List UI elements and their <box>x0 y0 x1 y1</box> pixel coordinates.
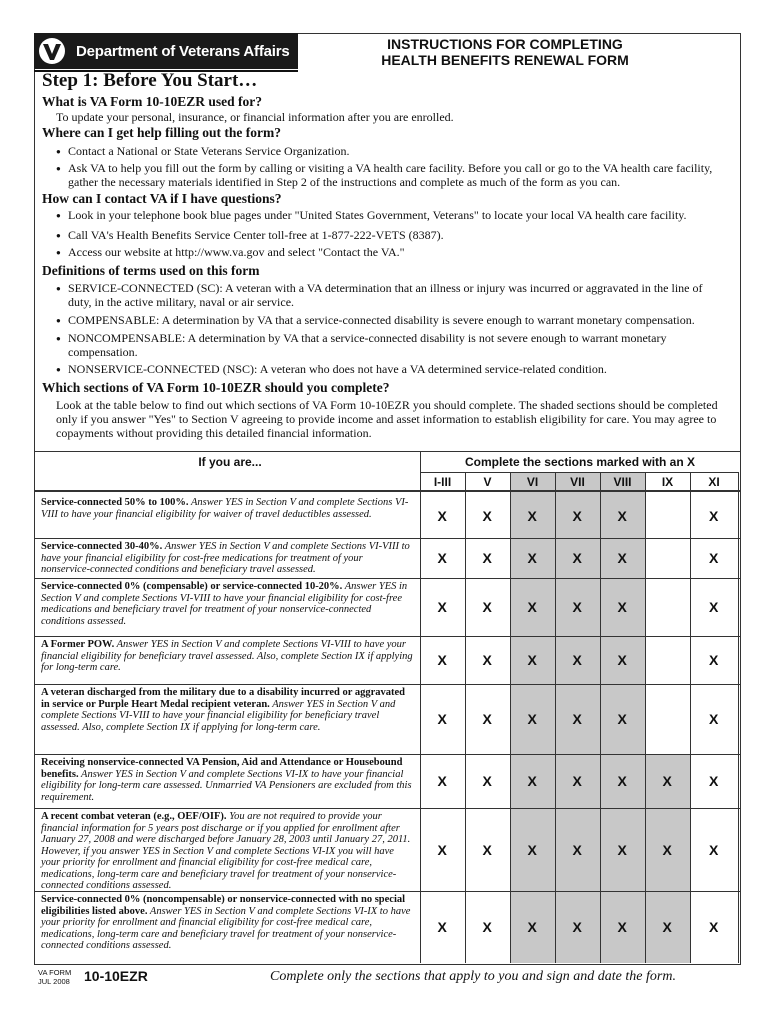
column-header: VII <box>570 475 585 489</box>
x-mark: X <box>617 550 627 566</box>
x-mark: X <box>482 919 492 935</box>
x-mark: X <box>527 508 537 524</box>
table-row-label <box>41 639 413 674</box>
column-rule <box>645 472 646 963</box>
q2-bullet: ● Ask VA to help you fill out the form by calling or visiting a VA health care facility. Before you call or go to the VA health care facility, gather the necessary materials identified in Step 2 of the instructions and complete as much of the form as you can. <box>56 161 730 189</box>
form-number: 10-10EZR <box>84 968 148 984</box>
x-mark: X <box>709 711 719 727</box>
row-label-bold: A recent combat veteran (e.g., OEF/OIF). <box>41 811 227 822</box>
x-mark: X <box>482 711 492 727</box>
q4-heading: Definitions of terms used on this form <box>42 263 260 278</box>
row-label-instructions: Answer YES in Section V and complete Sections VI-VIII to have your financial eligibility for beneficiary travel assessed. Also, complete Section IX if applying for long-term care. <box>41 698 396 733</box>
column-header: I-III <box>433 475 452 489</box>
va-logo-icon <box>34 33 70 69</box>
x-mark: X <box>527 773 537 789</box>
x-mark: X <box>527 919 537 935</box>
column-header: V <box>483 475 492 489</box>
x-mark: X <box>662 841 672 858</box>
x-mark: X <box>437 508 447 524</box>
q3-bullet: ● Call VA's Health Benefits Service Center toll-free at 1-877-222-VETS (8387). <box>56 228 728 242</box>
x-mark: X <box>617 652 627 668</box>
x-mark: X <box>572 773 582 789</box>
column-rule <box>738 472 739 963</box>
row-rule <box>34 808 740 809</box>
complete-sections-header: Complete the sections marked with an X <box>464 455 696 469</box>
x-mark: X <box>527 652 537 668</box>
if-you-are-header: If you are... <box>198 455 262 469</box>
x-mark: X <box>572 841 582 858</box>
table-row-label <box>41 581 413 627</box>
x-mark: X <box>437 711 447 727</box>
x-mark: X <box>617 599 627 615</box>
row-label-instructions: Answer YES in Section V and complete Sections VI-IX to have your financial eligibility for long-term care assessed. Unmarried VA Pensioners are excluded from this requirement. <box>41 768 412 803</box>
x-mark: X <box>437 773 447 789</box>
q2-heading: Where can I get help filling out the form? <box>42 125 281 140</box>
x-mark: X <box>617 773 627 789</box>
x-mark: X <box>662 919 672 935</box>
q3-bullet: ● Access our website at http://www.va.gov and select "Contact the VA." <box>56 245 728 259</box>
x-mark: X <box>662 773 672 789</box>
table-row-label <box>41 687 413 733</box>
q1-heading: What is VA Form 10-10EZR used for? <box>42 94 263 109</box>
x-mark: X <box>482 652 492 668</box>
table-row-label <box>41 541 413 576</box>
x-mark: X <box>709 841 719 858</box>
table-row-label <box>41 497 413 520</box>
row-rule <box>34 538 740 539</box>
x-mark: X <box>482 841 492 858</box>
column-header: IX <box>661 475 674 489</box>
form-title <box>360 36 650 68</box>
x-mark: X <box>709 919 719 935</box>
x-mark: X <box>437 652 447 668</box>
x-mark: X <box>527 599 537 615</box>
q4-bullet: ● NONCOMPENSABLE: A determination by VA that a service-connected disability is not severe enough to warrant monetary compensation. <box>56 331 720 359</box>
x-mark: X <box>617 508 627 524</box>
x-mark: X <box>482 599 492 615</box>
q4-bullet: ● COMPENSABLE: A determination by VA that a service-connected disability is severe enough to warrant monetary compensation. <box>56 313 738 327</box>
va-header-bar <box>34 33 298 69</box>
x-mark: X <box>709 550 719 566</box>
department-name: Department of Veterans Affairs <box>76 42 290 60</box>
row-rule <box>34 578 740 579</box>
q5-heading: Which sections of VA Form 10-10EZR should you complete? <box>42 380 390 395</box>
row-label-bold: Service-connected 0% (compensable) or service-connected 10-20%. <box>41 581 343 592</box>
column-rule <box>690 472 691 963</box>
row-rule <box>34 754 740 755</box>
row-label-bold: A Former POW. <box>41 639 115 650</box>
row-label-bold: Service-connected 50% to 100%. <box>41 497 189 508</box>
row-label-instructions: Answer YES in Section V and complete Sections VI-VIII to have your financial eligibility for beneficiary travel assessed. Also, complete Section IX if applying for long-term care. <box>41 639 413 673</box>
row-label-bold: Service-connected 0% (noncompensable) or nonservice-connected with no special eligibilities listed above. <box>41 894 406 917</box>
x-mark: X <box>572 652 582 668</box>
row-rule <box>34 684 740 685</box>
x-mark: X <box>482 773 492 789</box>
q3-bullet: ● Look in your telephone book blue pages under "United States Government, Veterans" to locate your local VA health care facility. <box>56 208 738 222</box>
x-mark: X <box>482 508 492 524</box>
x-mark: X <box>527 550 537 566</box>
table-row-label <box>41 894 413 952</box>
x-mark: X <box>709 652 719 668</box>
x-mark: X <box>437 599 447 615</box>
form-title-line2: HEALTH BENEFITS RENEWAL FORM <box>381 52 629 68</box>
column-rule <box>420 451 421 963</box>
table-row-label <box>41 757 413 803</box>
column-header: VIII <box>613 475 632 489</box>
x-mark: X <box>709 508 719 524</box>
row-label-bold: Receiving nonservice-connected VA Pension, Aid and Attendance or Housebound benefits. <box>41 757 403 780</box>
column-rule <box>600 472 601 963</box>
unshaded-cell <box>646 473 690 754</box>
x-mark: X <box>572 508 582 524</box>
form-date: JUL 2008 <box>38 977 70 986</box>
x-mark: X <box>709 773 719 789</box>
x-mark: X <box>572 919 582 935</box>
column-rule <box>555 472 556 963</box>
row-label-instructions: Answer YES in Section V and complete Sections VI-IX to have your priority for enrollment and financial eligibility for cost-free medical care, medications, long-term care and beneficiary travel for treatment of your nonservice-connected conditions assessed. <box>41 905 411 951</box>
form-label: VA FORM <box>38 968 72 977</box>
x-mark: X <box>527 841 537 858</box>
x-mark: X <box>709 599 719 615</box>
q4-bullet: ● SERVICE-CONNECTED (SC): A veteran with a VA determination that an illness or injury was incurred or aggravated in the line of duty, in the active military, naval or air service. <box>56 281 720 309</box>
x-mark: X <box>572 550 582 566</box>
row-label-instructions: Answer YES in Section V and complete Sections VI-VIII to have your financial eligibility for waiver of travel deductibles assessed. <box>41 497 409 520</box>
step-title: Step 1: Before You Start… <box>42 70 258 91</box>
column-header: XI <box>708 475 720 489</box>
footer-note: Complete only the sections that apply to you and sign and date the form. <box>270 969 676 984</box>
x-mark: X <box>527 711 537 727</box>
x-mark: X <box>437 919 447 935</box>
row-label-bold: A veteran discharged from the military due to a disability incurred or aggravated in service or Purple Heart Medal recipient veteran. <box>41 687 405 710</box>
header-bottom-rule <box>34 490 740 492</box>
row-label-bold: Service-connected 30-40%. <box>41 541 163 552</box>
x-mark: X <box>437 841 447 858</box>
x-mark: X <box>617 841 627 858</box>
column-rule <box>510 472 511 963</box>
q4-bullet: ● NONSERVICE-CONNECTED (NSC): A veteran who does not have a VA determined service-related condition. <box>56 362 728 376</box>
q1-text: To update your personal, insurance, or financial information after you are enrolled. <box>56 110 454 124</box>
q5-text: Look at the table below to find out which sections of VA Form 10-10EZR you should complete. The shaded sections should be completed only if you answer "Yes" to Section V agreeing to provide income and asset information to establish eligibility for care. You may agree to copayments without providing this detailed financial information. <box>56 398 718 440</box>
x-mark: X <box>482 550 492 566</box>
form-title-line1: INSTRUCTIONS FOR COMPLETING <box>387 36 623 52</box>
x-mark: X <box>617 711 627 727</box>
x-mark: X <box>572 599 582 615</box>
row-rule <box>34 636 740 637</box>
column-rule <box>465 472 466 963</box>
x-mark: X <box>572 711 582 727</box>
footer-form-label <box>38 968 71 986</box>
row-label-instructions: Answer YES in Section V and complete Sections VI-VIII to have your financial eligibility for cost-free medications for treatment of your nonservice-connected conditions and beneficiary travel assessed. <box>41 541 410 575</box>
row-label-instructions: You are not required to provide your financial information for 5 years post discharge or if you applied for enrollment after January 27, 2008 and were discharged before January 28, 2003 until January 27, 2011. However, if you answer YES in Section V and complete Sections VI-IX you will have your priority for enrollment and financial eligibility for cost-free medical care, medications, long-term care and beneficiary travel for treatment of your nonservice-connected conditions assessed. <box>41 811 411 891</box>
row-label-instructions: Answer YES in Section V and complete Sections VI-VIII to have your financial eligibility for cost-free medications and beneficiary travel for treatment of your nonservice-connected conditions assessed. <box>41 581 408 627</box>
table-row-label <box>41 811 413 892</box>
table-top-rule <box>34 451 740 452</box>
x-mark: X <box>617 919 627 935</box>
q2-bullet: ● Contact a National or State Veterans Service Organization. <box>56 144 728 158</box>
q3-heading: How can I contact VA if I have questions? <box>42 191 282 206</box>
x-mark: X <box>437 550 447 566</box>
column-header: VI <box>526 475 539 489</box>
